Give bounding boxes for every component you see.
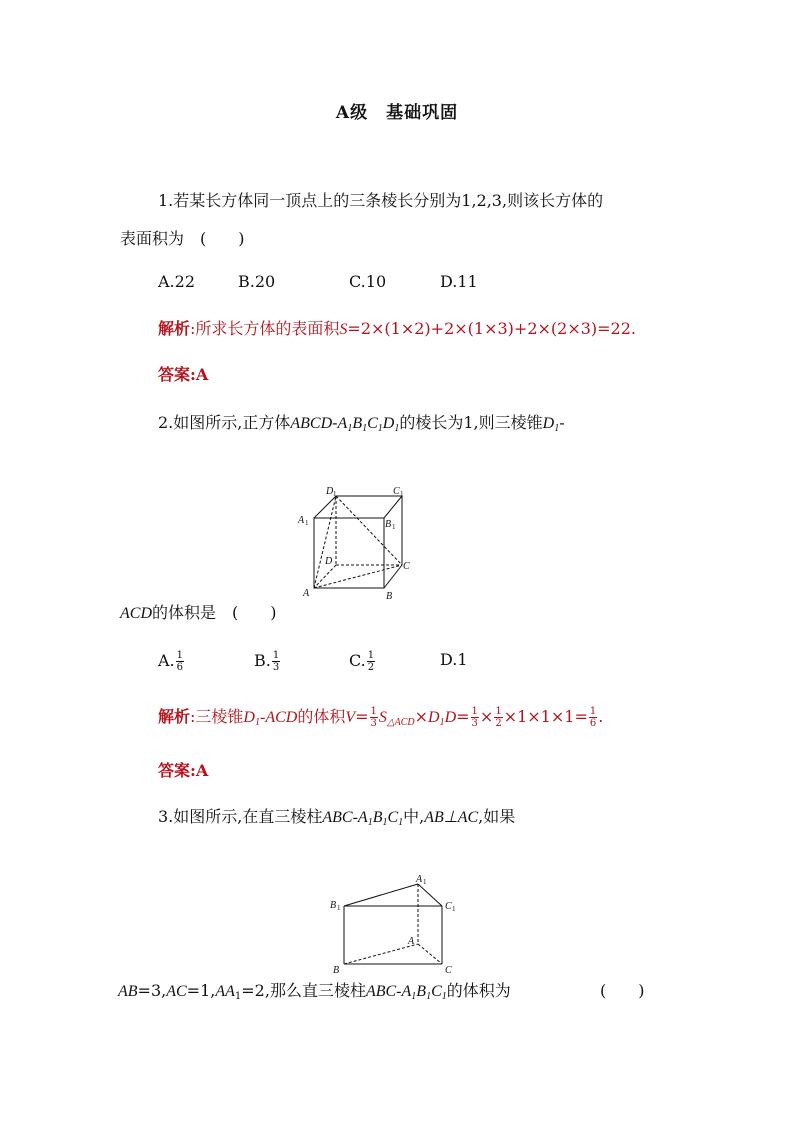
q2-option-a-frac [176,650,184,673]
q2-option-a [158,650,185,673]
q1-stem-line2: 表面积为 ( ) [120,229,245,248]
q2-option-c-label: C. [349,651,366,670]
q3-stem-line1 [158,804,515,828]
cube-label-c1: C [393,486,400,497]
q3-stem-end: ,如果 [478,807,516,826]
q2-cube-name: ABCD [290,415,333,432]
q1-stem-line1: 1.若某长方体同一顶点上的三条棱长分别为1,2,3,则该长方体的 [158,191,604,210]
q2-analysis-height: $D_1D$ [428,709,457,728]
cube-label-d1: D [326,486,334,497]
q2-option-b [254,650,281,673]
q2-option-a-num: 1 [176,650,184,661]
q3-ac-value: =1, [186,981,216,1000]
prism-label-c: C [445,965,452,976]
cube-label-b1: B [385,519,392,530]
q2-stem-line2 [120,600,277,623]
q2-answer-value: :A [190,761,209,780]
cube-label-a: A [303,588,310,599]
q3-stem-num: 3.如图所示,在直三棱柱 [158,807,323,826]
prism-edge-b1a1 [344,884,418,906]
q2-analysis-mid: 的体积 [297,707,346,726]
q2-option-b-frac [272,650,280,673]
prism-label-b: B [333,965,340,976]
q2-option-c-frac [367,650,375,673]
prism-label-b1: B [330,900,337,911]
q2-stem-num: 2.如图所示,正方体 [158,413,291,432]
cube-label-d1-sub: 1 [333,490,337,498]
cube-label-c1-sub: 1 [400,490,404,498]
q2-stem-line1: 2.如图所示,正方体ABCD-$A_1B_1C_1D_1$的棱长为1,则三棱锥$D_1-$ [158,413,565,434]
q3-volume-text: 的体积为 [446,981,511,1000]
q1-analysis-label: 解析 [158,319,191,338]
q2-option-b-den: 3 [272,662,280,673]
pyramid-edge-ad1 [314,496,336,588]
q2-analysis-prefix: :三棱锥 [190,707,244,726]
q1-analysis-var: S [339,321,348,338]
q1-option-a: A.22 [158,272,195,291]
q3-ab: AB [118,983,138,1000]
cube-label-a1: A [298,515,305,526]
q2-option-c-num: 1 [367,650,375,661]
q3-prism-name: ABC-$A_1B_1C_1$ [322,809,404,828]
prism-label-a1-sub: 1 [423,878,427,886]
q3-answer-paren: ( ) [600,981,645,1000]
q2-stem-mid2: 1,则三棱锥 [463,413,543,432]
q1-analysis [158,316,636,339]
q2-option-c-den: 2 [367,662,375,673]
q2-answer [158,758,208,781]
prism-edge-a1c1 [418,884,442,906]
q2-pyramid-apex: $D_1$ [542,415,560,434]
q3-stem-mid: 中, [403,807,425,826]
q2-analysis-label: 解析 [158,707,191,726]
pyramid-edge-ac [314,565,402,588]
prism-edge-ba [344,944,418,964]
cube-label-d: D [325,556,333,567]
q2-analysis-tail: ×1×1×1= [503,707,588,726]
cube-edge-a1d1 [314,496,336,518]
q1-answer-label: 答案 [158,365,191,384]
prism-label-c1: C [445,901,452,912]
q2-analysis-frac-1: $\frac{1}{3}$ [370,706,377,729]
q2-stem-line2-suffix: 的体积是 ( ) [152,603,277,622]
q2-option-a-den: 6 [176,662,184,673]
q3-prism-name-2: ABC-$A_1B_1C_1$ [365,983,447,1002]
cube-edge-cb [384,565,402,588]
q3-ab-value: =3, [137,981,167,1000]
q2-option-b-label: B. [254,651,271,670]
q3-aa1-value: =2,那么直三棱柱 [241,981,366,1000]
q2-analysis-pyramid: $D_1$-ACD [243,709,298,728]
q2-answer-label: 答案 [158,761,191,780]
cube-label-b1-sub: 1 [392,523,396,531]
q3-ac: AC [166,983,187,1000]
q1-answer-value: :A [190,365,209,384]
q2-analysis: 解析:三棱锥$D_1$-ACD的体积V= $\frac{1}{3}$ $S_{\triangle ACD}\times D_1D=$ $\frac{1}{3}$ × $\frac{1}{2}$ ×1×1×1= $\frac{1}{6}$ . [158,706,604,729]
prism-label-a: A [408,936,415,947]
q2-option-c [349,650,376,673]
q3-perp: AB⊥AC [424,809,479,826]
q1-answer [158,362,208,385]
cube-label-c: C [403,561,410,572]
prism-edge-ac [418,944,442,964]
cube-label-b: B [386,591,393,601]
q2-option-d: D.1 [440,650,468,669]
q2-cube-name-top: $A_1B_1C_1D_1$ [337,415,400,434]
q2-option-a-label: A. [158,651,175,670]
q1-option-c: C.10 [349,272,387,291]
page-title: A级 基础巩固 [335,103,459,123]
q2-stem-mid: 的棱长为 [399,413,464,432]
q1-analysis-expr: =2×(1×2)+2×(1×3)+2×(2×3)=22. [347,319,636,338]
prism-label-b1-sub: 1 [337,904,341,912]
q2-analysis-result: $\frac{1}{6}$ [589,706,597,729]
q2-option-b-num: 1 [272,650,280,661]
q2-pyramid-base: ACD [120,605,152,622]
cube-label-a1-sub: 1 [305,519,309,527]
q3-aa1: AA [215,983,235,1000]
q1-option-d: D.11 [440,272,478,291]
q1-option-b: B.20 [238,272,276,291]
q2-analysis-v: V [345,709,356,726]
prism-label-a1: A [416,874,423,885]
q1-analysis-prefix: :所求长方体的表面积 [190,319,340,338]
q2-analysis-frac-3: $\frac{1}{2}$ [495,706,502,729]
q2-analysis-frac-2: $\frac{1}{3}$ [471,706,478,729]
cube-edge-c1b1 [384,496,402,518]
cube-figure [296,483,416,601]
q3-stem-line2: $AB=3,AC=1,AA_1=2$,那么直三棱柱ABC-$A_1B_1C_1$的体积为 [118,981,511,1002]
prism-label-c1-sub: 1 [452,905,456,913]
cube-edge-da [314,565,336,588]
q2-analysis-area: $S_{\triangle ACD}$ [378,709,415,728]
prism-figure [328,872,460,978]
